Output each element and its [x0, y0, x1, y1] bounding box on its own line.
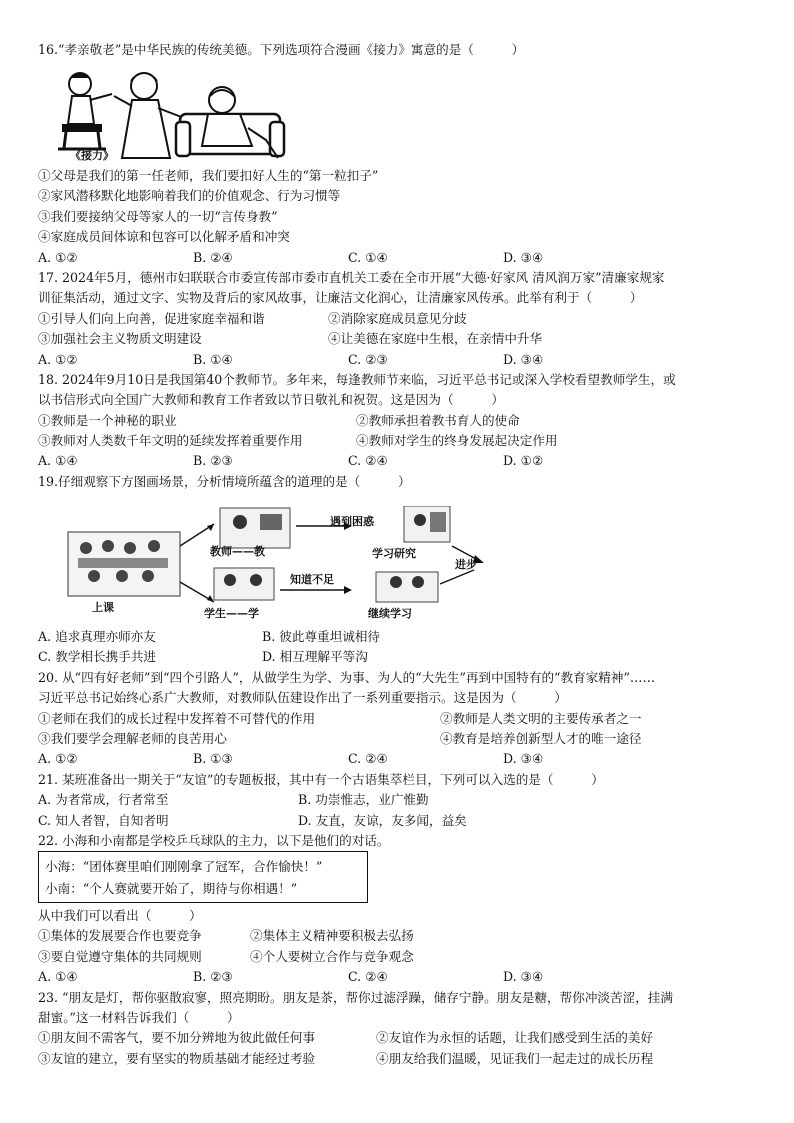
statement-row — [38, 926, 758, 946]
label-class: 上课 — [92, 601, 114, 614]
relay-caption: 《接力》 — [70, 149, 114, 162]
statement: ②消除家庭成员意见分歧 — [328, 310, 467, 326]
statement: ①集体的发展要合作也要竞争 — [38, 928, 202, 944]
question-22-stem: 22. 小海和小南都是学校乒乓球队的主力，以下是他们的对话。 — [38, 832, 390, 848]
answer-options — [38, 451, 758, 471]
answer-options — [38, 749, 758, 769]
option-b: B. ①④ — [193, 351, 233, 367]
statement: ②集体主义精神要积极去弘扬 — [250, 928, 414, 944]
statement: ②家风潜移默化地影响着我们的价值观念、行为习惯等 — [38, 188, 341, 204]
question-18-stem: 18. 2024年9月10日是我国第40个教师节。多年来，每逢教师节来临，习近平总书记或深入学校看望教师学生，或 — [38, 371, 676, 387]
statement: ③我们要接纳父母等家人的一切“言传身教” — [38, 208, 278, 224]
statement: ③教师对人类数千年文明的延续发挥着重要作用 — [38, 433, 303, 449]
option-c: C. ②④ — [348, 751, 388, 767]
option-c: C. ②③ — [348, 351, 388, 367]
statement-row — [38, 411, 758, 431]
statement: ④个人要树立合作与竞争观念 — [250, 948, 414, 964]
statement-row — [38, 431, 758, 451]
statement: ③我们要学会理解老师的良苦用心 — [38, 730, 227, 746]
option-d: D. ③④ — [503, 751, 544, 767]
option-c: C. 知人者智，自知者明 — [38, 812, 169, 828]
option-d: D. 相互理解平等沟 — [262, 649, 368, 665]
option-b: B. 彼此尊重坦诚相待 — [262, 629, 381, 644]
statement-row — [38, 1049, 758, 1069]
dialog-box — [38, 851, 368, 903]
option-c: C. ①④ — [348, 249, 388, 265]
option-a: A. ①④ — [38, 969, 78, 985]
statement: ③要自觉遵守集体的共同规则 — [38, 948, 202, 964]
answer-options — [38, 248, 758, 268]
question-23-stem: 23. “朋友是灯，帮你驱散寂寥，照亮期盼。朋友是茶，帮你过滤浮躁，储存宁静。朋友是糖，帮你冲淡苦涩，挂满 — [38, 989, 673, 1005]
question-19-20-21 — [38, 627, 758, 851]
label-progress: 进步 — [455, 558, 477, 571]
statement: ③友谊的建立，要有坚实的物质基础才能经过考验 — [38, 1050, 316, 1066]
option-a: A. ①② — [38, 751, 78, 767]
question-18-stem: 以书信形式向全国广大教师和教育工作者致以节日敬礼和祝贺。这是因为（ ） — [38, 392, 504, 408]
statement-row — [38, 709, 758, 729]
dialog-line: 小南：“个人赛就要开始了，期待与你相遇！” — [45, 881, 298, 896]
answer-options — [38, 790, 758, 810]
option-c: C. ②④ — [348, 969, 388, 985]
statement: ③加强社会主义物质文明建设 — [38, 331, 202, 347]
answer-options — [38, 627, 758, 647]
answer-options — [38, 647, 758, 667]
answer-options — [38, 811, 758, 831]
question-16 — [38, 40, 758, 60]
statement: ①老师在我们的成长过程中发挥着不可替代的作用 — [38, 710, 316, 726]
option-a: A. ①④ — [38, 453, 78, 469]
label-insufficient: 知道不足 — [290, 573, 334, 586]
statement-row — [38, 947, 758, 967]
label-student: 学生——学 — [204, 607, 259, 620]
option-b: B. ①③ — [193, 751, 233, 767]
label-difficulty: 遇到困惑 — [330, 515, 374, 528]
option-d: D. ①② — [503, 453, 544, 469]
option-d: D. ③④ — [503, 969, 544, 985]
answer-options — [38, 350, 758, 370]
option-b: B. ②③ — [193, 969, 233, 985]
statement: ④家庭成员间体谅和包容可以化解矛盾和冲突 — [38, 229, 290, 245]
statement: ②教师是人类文明的主要传承者之一 — [440, 710, 642, 726]
option-b: B. 功崇惟志，业广惟勤 — [298, 792, 429, 808]
teaching-scene-diagram — [64, 506, 494, 626]
question-20-stem: 20. 从“四有好老师”到“四个引路人”，从做学生为学、为事、为人的“大先生”再到中国特有的“教育家精神”…… — [38, 669, 656, 685]
question-20-stem: 习近平总书记始终心系广大教师，对教师队伍建设作出了一系列重要指示。这是因为（ ） — [38, 690, 567, 706]
statement: ①引导人们向上向善，促进家庭幸福和谐 — [38, 310, 265, 326]
statement-row — [38, 729, 758, 749]
option-d: D. 友直，友谅，友多闻，益矣 — [298, 812, 467, 828]
statement: ④教师对学生的终身发展起决定作用 — [356, 433, 558, 449]
option-b: B. ②③ — [193, 453, 233, 469]
label-continue: 继续学习 — [368, 607, 412, 620]
option-b: B. ②④ — [193, 249, 233, 265]
option-c: C. ②④ — [348, 453, 388, 469]
statement: ①教师是一个神秘的职业 — [38, 412, 177, 428]
statement: ②友谊作为永恒的话题，让我们感受到生活的美好 — [376, 1030, 654, 1046]
question-17-stem: 训征集活动，通过文字、实物及背后的家风故事，让廉洁文化润心，让清廉家风传承。此举有利于（ ） — [38, 290, 643, 306]
label-research: 学习研究 — [372, 547, 416, 560]
option-a: A. ①② — [38, 249, 78, 265]
statement: ①父母是我们的第一任老师，我们要扣好人生的“第一粒扣子” — [38, 168, 379, 183]
statement: ④让美德在家庭中生根，在亲情中升华 — [328, 331, 543, 347]
dialog-line: 小海：“团体赛里咱们刚刚拿了冠军，合作愉快！” — [45, 859, 323, 874]
statement-row — [38, 1028, 758, 1048]
question-17-stem: 17. 2024年5月，德州市妇联联合市委宣传部市委市直机关工委在全市开展“大德·好家风 清风润万家”清廉家规家 — [38, 269, 665, 285]
statement-row — [38, 329, 758, 349]
option-a: A. ①② — [38, 351, 78, 367]
statement: ②教师承担着教书育人的使命 — [356, 412, 520, 428]
statement-row — [38, 309, 758, 329]
question-22-lead: 从中我们可以看出（ ） — [38, 908, 202, 923]
option-d: D. ③④ — [503, 249, 544, 265]
question-16-body — [38, 166, 758, 492]
statement: ④教育是培养创新型人才的唯一途径 — [440, 730, 642, 746]
option-a: A. 追求真理亦师亦友 — [38, 629, 156, 644]
option-d: D. ③④ — [503, 351, 544, 367]
statement: ①朋友间不需客气，要不加分辨地为彼此做任何事 — [38, 1030, 316, 1046]
statement: ④朋友给我们温暖，见证我们一起走过的成长历程 — [376, 1050, 654, 1066]
label-teacher: 教师——教 — [210, 545, 265, 558]
option-a: A. 为者常成，行者常至 — [38, 792, 169, 808]
question-19-stem: 19.仔细观察下方图画场景，分析情境所蕴含的道理的是（ ） — [38, 473, 411, 489]
question-22-23 — [38, 906, 758, 1069]
answer-options — [38, 967, 758, 987]
question-23-stem: 甜蜜。”这一材料告诉我们（ ） — [38, 1009, 240, 1025]
question-21-stem: 21. 某班准备出一期关于“友谊”的专题板报，其中有一个古语集萃栏目，下列可以入选的是（ ） — [38, 771, 604, 787]
option-c: C. 教学相长携手共进 — [38, 649, 156, 665]
question-16-stem: 16.“孝亲敬老”是中华民族的传统美德。下列选项符合漫画《接力》寓意的是（ ） — [38, 42, 525, 57]
